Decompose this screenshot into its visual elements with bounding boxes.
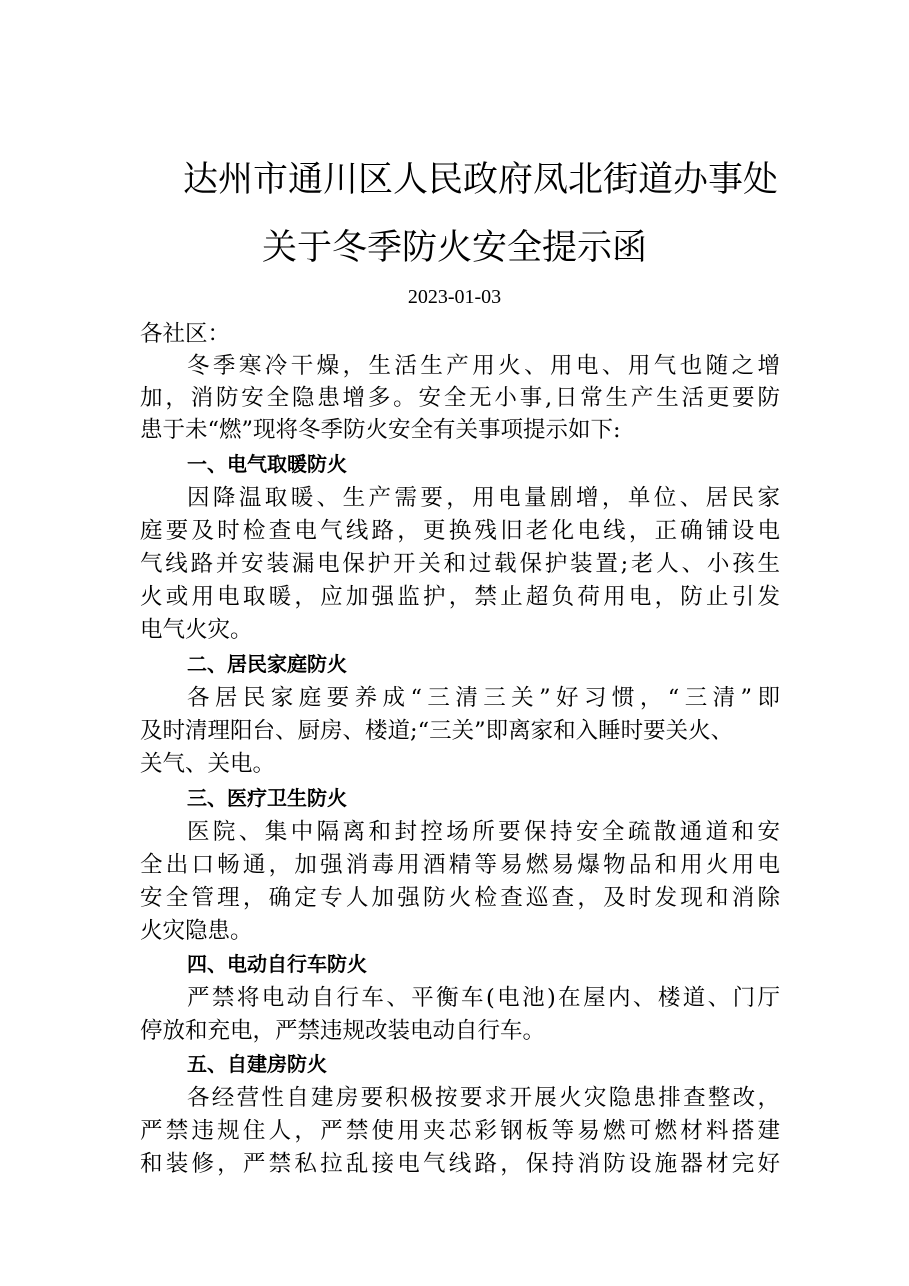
- paragraph-line: 火灾隐患。: [140, 918, 253, 944]
- section-heading-self-built-house: 五、自建房防火: [187, 1052, 327, 1076]
- paragraph-line: 因降温取暖、生产需要，用电量剧增，单位、居民家: [187, 485, 780, 511]
- paragraph-line: 安全管理，确定专人加强防火检查巡查，及时发现和消除: [140, 885, 780, 911]
- intro-line: 患于未“燃”现将冬季防火安全有关事项提示如下:: [140, 417, 621, 443]
- document-title-line-1: 达州市通川区人民政府凤北街道办事处: [182, 160, 778, 200]
- section-heading-ebike: 四、电动自行车防火: [187, 952, 367, 976]
- section-heading-electric-heating: 一、电气取暖防火: [187, 452, 347, 476]
- intro-line: 加，消防安全隐患增多。安全无小事,日常生产生活更要防: [140, 385, 780, 411]
- paragraph-line: 和装修，严禁私拉乱接电气线路，保持消防设施器材完好: [140, 1151, 780, 1177]
- section-heading-household: 二、居民家庭防火: [187, 652, 347, 676]
- paragraph-line: 各经营性自建房要积极按要求开展火灾隐患排查整改，: [187, 1085, 780, 1111]
- document-date: 2023-01-03: [407, 286, 502, 308]
- paragraph-line: 各居民家庭要养成“三清三关”好习惯，“三清”即: [187, 685, 780, 711]
- paragraph-line: 庭要及时检查电气线路，更换残旧老化电线，正确铺设电: [140, 518, 780, 544]
- paragraph-line: 关气、关电。: [140, 751, 276, 777]
- paragraph-line: 及时清理阳台、厨房、楼道;“三关”即离家和入睡时要关火、: [140, 718, 734, 744]
- paragraph-line: 严禁将电动自行车、平衡车(电池)在屋内、楼道、门厅: [187, 985, 780, 1011]
- paragraph-line: 严禁违规住人，严禁使用夹芯彩钢板等易燃可燃材料搭建: [140, 1118, 780, 1144]
- paragraph-line: 全出口畅通，加强消毒用酒精等易燃易爆物品和用火用电: [140, 852, 780, 878]
- intro-line: 冬季寒冷干燥，生活生产用火、用电、用气也随之增: [187, 353, 780, 379]
- paragraph-line: 医院、集中隔离和封控场所要保持安全疏散通道和安: [187, 819, 780, 845]
- paragraph-line: 气线路并安装漏电保护开关和过载保护装置;老人、小孩生: [140, 551, 780, 577]
- paragraph-line: 停放和充电，严禁违规改装电动自行车。: [140, 1018, 546, 1044]
- greeting: 各社区：: [140, 321, 231, 347]
- section-heading-medical: 三、医疗卫生防火: [187, 786, 347, 810]
- document-title-line-2: 关于冬季防火安全提示函: [261, 228, 647, 268]
- paragraph-line: 火或用电取暖，应加强监护，禁止超负荷用电，防止引发: [140, 584, 780, 610]
- paragraph-line: 电气火灾。: [140, 617, 253, 643]
